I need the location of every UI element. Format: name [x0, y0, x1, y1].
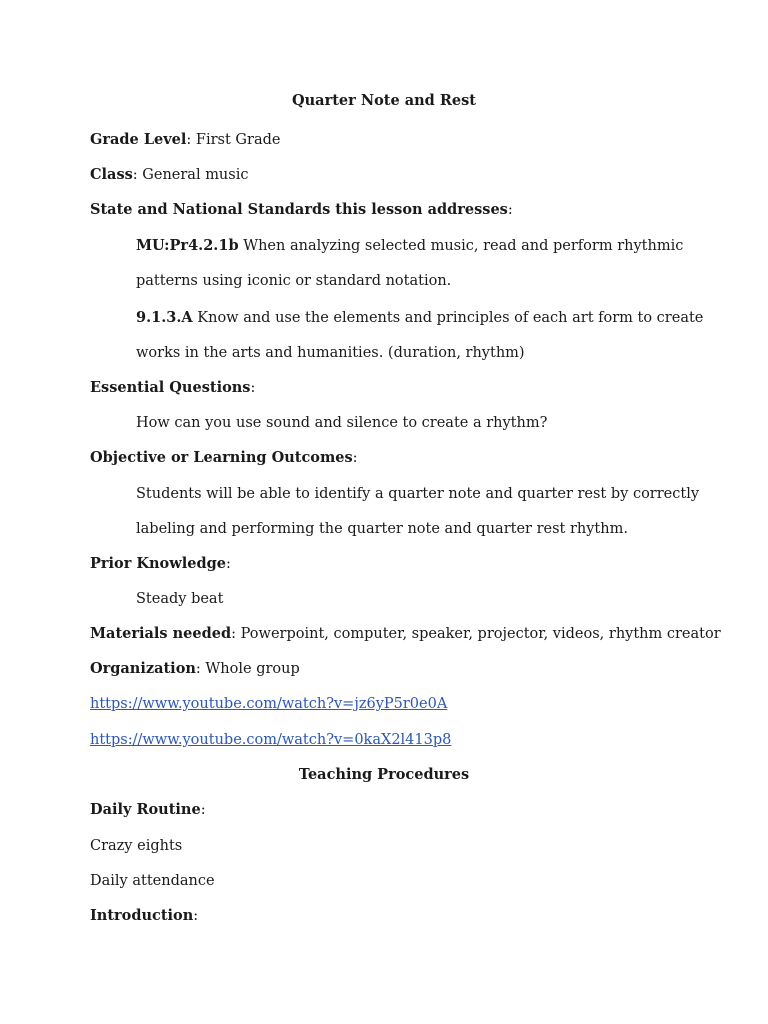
colon: : [193, 908, 199, 924]
standard-text: When analyzing selected music, read and perform rhythmic [243, 238, 684, 254]
objective-text-line1: Students will be able to identify a quarter note and quarter rest by correctly [136, 486, 700, 502]
standard-text: Know and use the elements and principles of each art form to create [197, 310, 704, 326]
prior-knowledge-text: Steady beat [136, 591, 224, 607]
link-row-2 [90, 730, 451, 750]
teaching-procedures-heading: Teaching Procedures [298, 766, 470, 783]
organization-label: Organization [90, 660, 196, 677]
standard-item-1-cont: patterns using iconic or standard notation. [136, 273, 452, 289]
standard-item-2 [136, 308, 703, 328]
introduction-label: Introduction [90, 907, 194, 924]
link-row-1 [90, 694, 447, 714]
prior-knowledge-label: Prior Knowledge [90, 555, 226, 572]
document-title: Quarter Note and Rest [292, 92, 476, 109]
essential-question-text: How can you use sound and silence to create a rhythm? [136, 415, 548, 431]
grade-level-row [90, 130, 280, 150]
daily-routine-item: Crazy eights [90, 838, 183, 854]
class-value: General music [142, 167, 249, 183]
introduction-heading [90, 906, 198, 926]
standards-label: State and National Standards this lesson addresses [90, 201, 508, 218]
colon: : [231, 626, 237, 642]
colon: : [195, 661, 201, 677]
standard-item-1 [136, 236, 683, 256]
objective-text-line2: labeling and performing the quarter note and quarter rest rhythm. [136, 521, 628, 537]
daily-routine-heading [90, 800, 206, 820]
colon: : [200, 802, 206, 818]
materials-row [90, 624, 721, 644]
standard-item-2-cont: works in the arts and humanities. (duration, rhythm) [136, 345, 525, 361]
standard-code: MU:Pr4.2.1b [136, 237, 239, 254]
organization-row [90, 659, 300, 679]
youtube-link-2[interactable]: https://www.youtube.com/watch?v=0kaX2l413p8 [90, 732, 452, 748]
objective-heading [90, 448, 358, 468]
grade-level-value: First Grade [195, 132, 281, 148]
colon: : [250, 380, 256, 396]
standard-code: 9.1.3.A [136, 309, 193, 326]
colon: : [132, 167, 138, 183]
class-label: Class [90, 166, 133, 183]
materials-value: Powerpoint, computer, speaker, projector, videos, rhythm creator [240, 626, 721, 642]
prior-knowledge-heading [90, 554, 231, 574]
daily-routine-label: Daily Routine [90, 801, 201, 818]
objective-label: Objective or Learning Outcomes [90, 449, 353, 466]
colon: : [507, 202, 513, 218]
essential-questions-heading [90, 378, 255, 398]
colon: : [225, 556, 231, 572]
standards-heading [90, 200, 513, 220]
grade-level-label: Grade Level [90, 131, 187, 148]
essential-questions-label: Essential Questions [90, 379, 251, 396]
colon: : [352, 450, 358, 466]
class-row [90, 165, 248, 185]
organization-value: Whole group [205, 661, 300, 677]
daily-routine-item: Daily attendance [90, 873, 215, 889]
youtube-link-1[interactable]: https://www.youtube.com/watch?v=jz6yP5r0e0A [90, 696, 448, 712]
colon: : [186, 132, 192, 148]
materials-label: Materials needed [90, 625, 232, 642]
